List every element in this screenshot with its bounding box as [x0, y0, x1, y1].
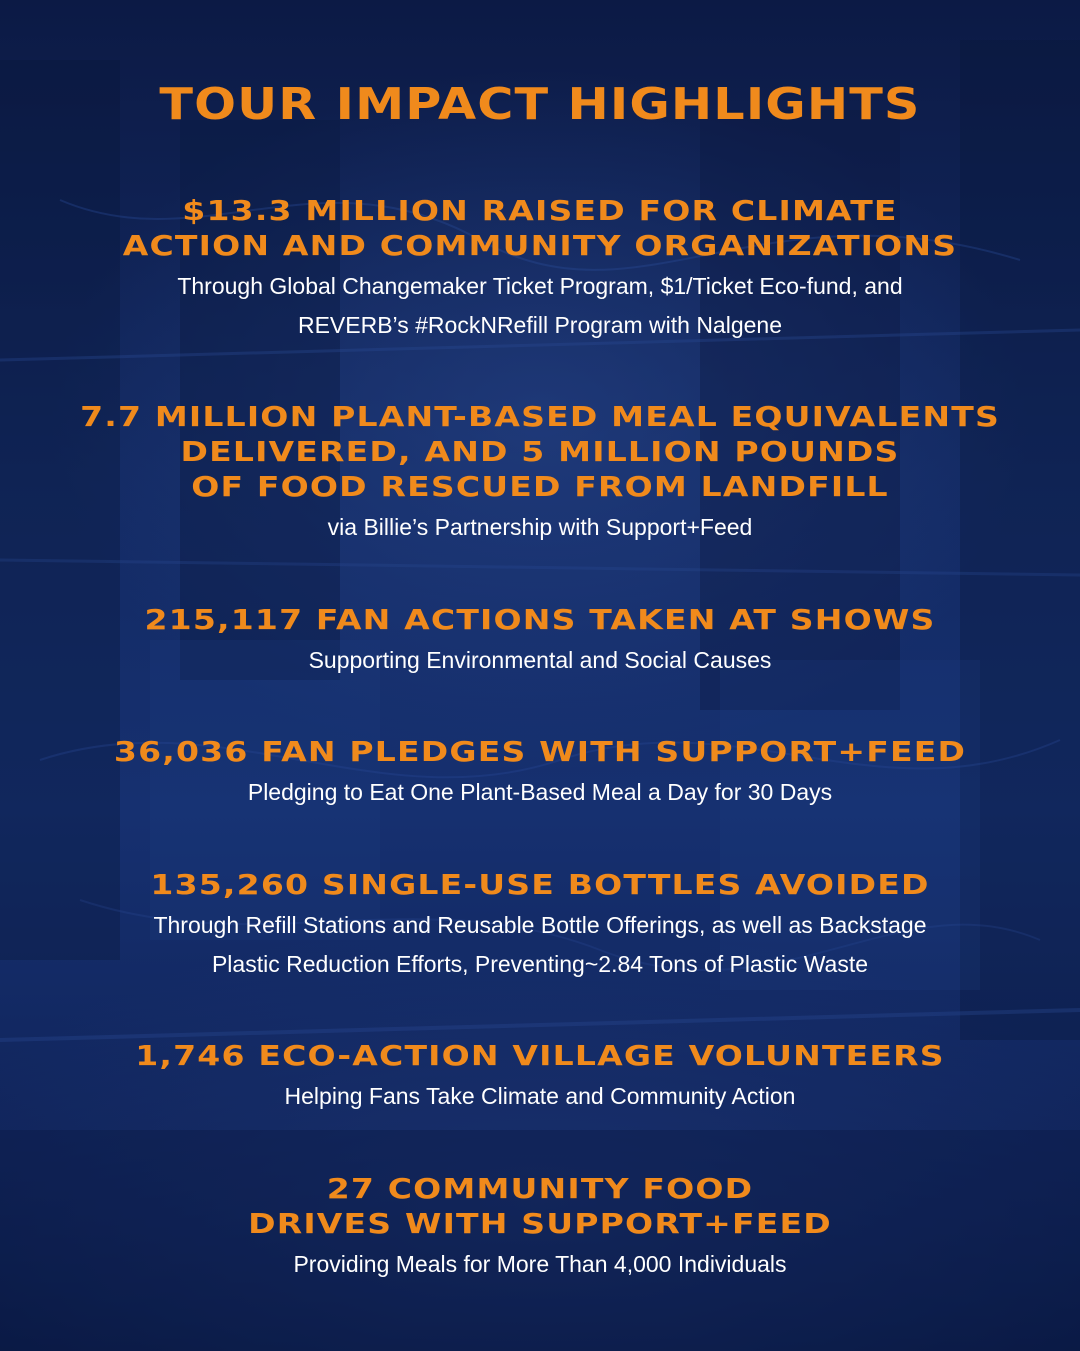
highlight-detail: Pledging to Eat One Plant-Based Meal a Day for 30 Days: [247, 779, 833, 805]
highlight-funds-raised: [40, 193, 1040, 345]
highlight-headline: 215,117 FAN ACTIONS TAKEN AT SHOWS: [144, 603, 936, 636]
highlight-detail: via Billie’s Partnership with Support+Feed: [327, 514, 753, 540]
highlight-detail: Through Refill Stations and Reusable Bottle Offerings, as well as Backstage Plastic Reduction Efforts, Preventing~2.84 Tons of Plastic Waste: [153, 912, 927, 977]
highlight-detail: Providing Meals for More Than 4,000 Individuals: [293, 1251, 787, 1277]
highlight-headline: 36,036 FAN PLEDGES WITH SUPPORT+FEED: [113, 735, 967, 768]
highlight-headline: 1,746 ECO-ACTION VILLAGE VOLUNTEERS: [135, 1039, 945, 1072]
highlight-fan-actions: [40, 602, 1040, 680]
highlight-fan-pledges: [40, 734, 1040, 812]
highlight-headline: 7.7 MILLION PLANT-BASED MEAL EQUIVALENTS DELIVERED, AND 5 MILLION POUNDS OF FOOD RESCUED FROM LANDFILL: [80, 400, 1000, 503]
highlight-detail: Supporting Environmental and Social Causes: [308, 647, 772, 673]
highlight-detail: Through Global Changemaker Ticket Program, $1/Ticket Eco-fund, and REVERB’s #RockNRefill Program with Nalgene: [177, 273, 903, 338]
highlight-headline: $13.3 MILLION RAISED FOR CLIMATE ACTION AND COMMUNITY ORGANIZATIONS: [122, 194, 958, 262]
highlight-bottles-avoided: [40, 867, 1040, 984]
highlight-detail: Helping Fans Take Climate and Community Action: [284, 1083, 796, 1109]
highlight-headline: 27 COMMUNITY FOOD DRIVES WITH SUPPORT+FEED: [248, 1172, 832, 1240]
page-title: TOUR IMPACT HIGHLIGHTS: [159, 79, 921, 130]
highlight-food-drives: [40, 1171, 1040, 1284]
highlight-headline: 135,260 SINGLE-USE BOTTLES AVOIDED: [150, 868, 930, 901]
highlight-volunteers: [40, 1038, 1040, 1116]
highlight-meals-delivered: [40, 399, 1040, 547]
